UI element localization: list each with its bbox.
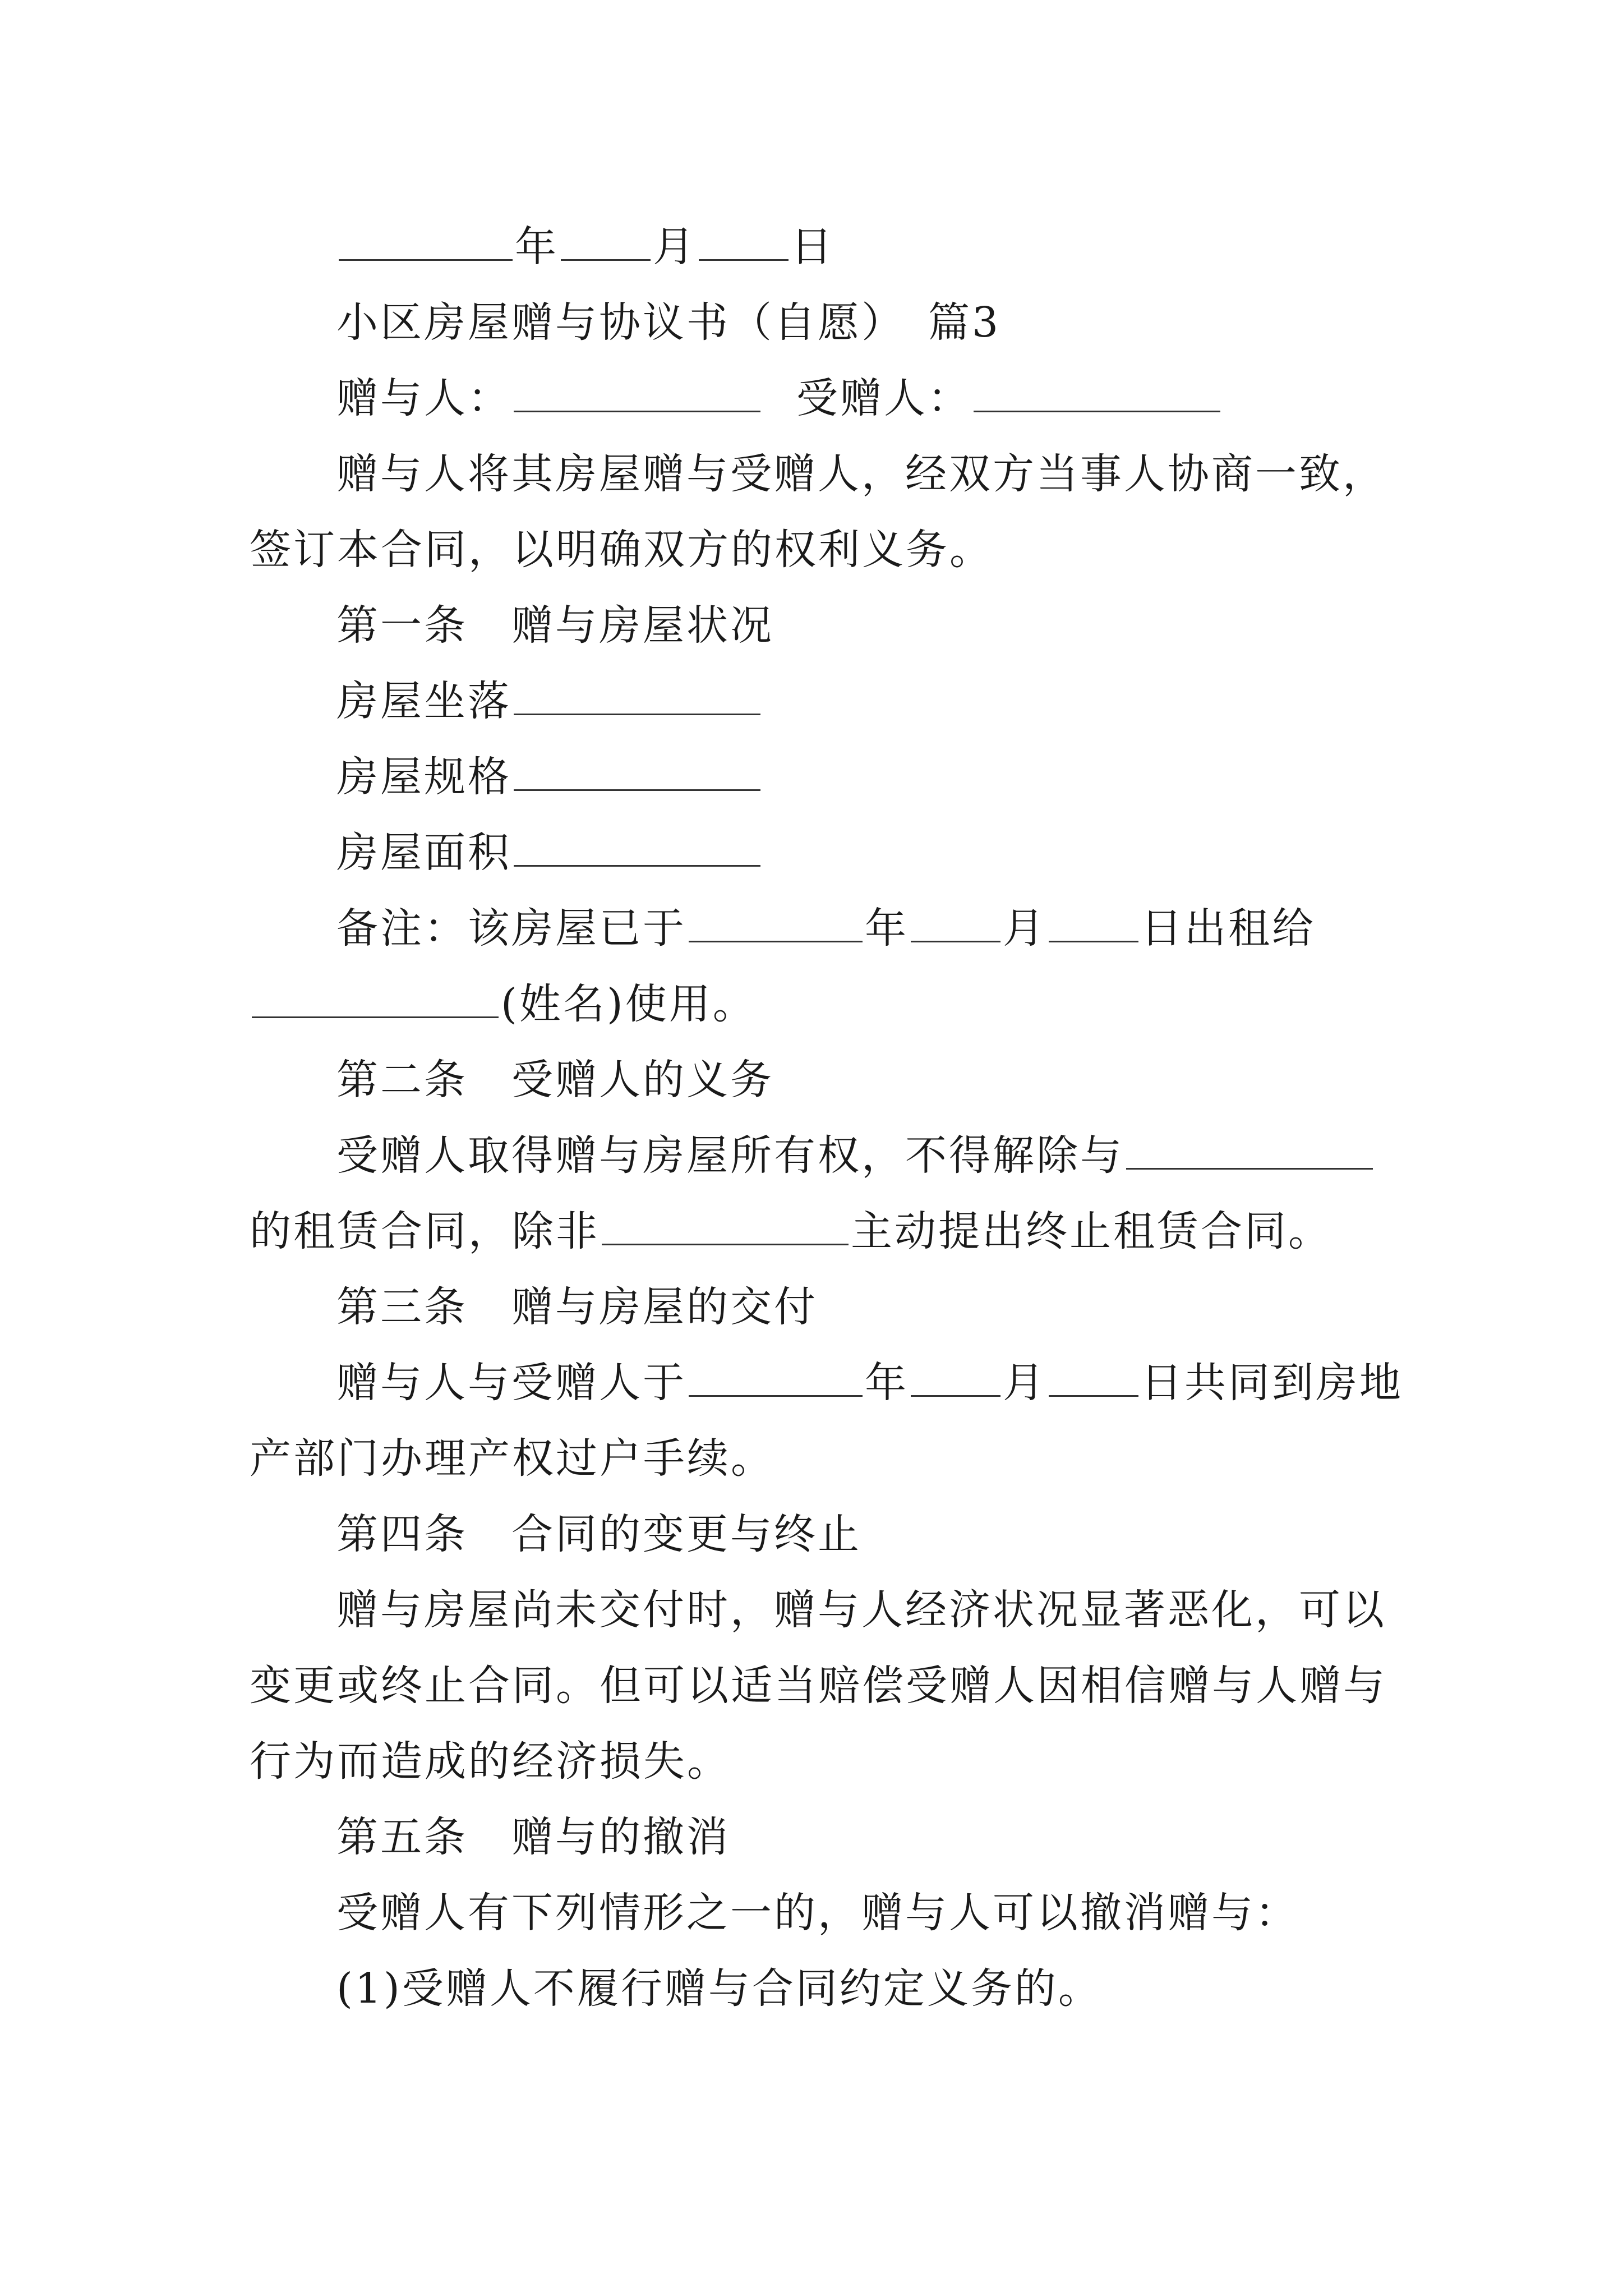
- note-line-2: (姓名)使用。: [250, 976, 1382, 1032]
- parties-line: 赠与人： 受赠人：: [336, 370, 1469, 426]
- article-4-heading: 第四条 合同的变更与终止: [336, 1510, 861, 1558]
- article-5-line-1: 受赠人有下列情形之一的，赠与人可以撤消赠与：: [336, 1889, 1299, 1937]
- article-5-heading: 第五条 赠与的撤消: [336, 1813, 730, 1861]
- year-blank: [339, 223, 513, 261]
- article-4-line-2: 变更或终止合同。但可以适当赔偿受赠人因相信赠与人赠与: [250, 1662, 1387, 1710]
- article-2-line-2: 的租赁合同，除非 主动提出终止租赁合同。: [250, 1207, 1332, 1255]
- article-2-heading: 第二条 受赠人的义务: [336, 1056, 774, 1104]
- location-blank: [514, 678, 760, 715]
- article-3-line-2: 产部门办理产权过户手续。: [250, 1434, 774, 1483]
- house-spec-line: 房屋规格: [336, 749, 1469, 805]
- note-month-blank: [911, 905, 1000, 942]
- article-4-line-3: 行为而造成的经济损失。: [250, 1737, 731, 1786]
- note-line-1: 备注：该房屋已于 年 月 日出租给: [336, 904, 1316, 953]
- house-area-line: 房屋面积: [336, 825, 1469, 881]
- transfer-year-blank: [689, 1359, 863, 1397]
- month-blank: [561, 223, 651, 261]
- transfer-day-blank: [1049, 1359, 1138, 1397]
- date-line: 年 月 日: [336, 219, 1469, 275]
- house-location-line: 房屋坐落: [336, 673, 1469, 729]
- article-3-line-1: 赠与人与受赠人于 年 月 日共同到房地: [336, 1359, 1403, 1407]
- document-title: 小区房屋赠与协议书（自愿） 篇3: [336, 298, 1001, 347]
- donee-blank: [974, 375, 1220, 412]
- transfer-month-blank: [911, 1359, 1000, 1397]
- article-5-item-1: (1)受赠人不履行赠与合同约定义务的。: [336, 1964, 1102, 2013]
- lessee-blank: [602, 1208, 849, 1245]
- tenant-name-blank: [252, 981, 499, 1018]
- donor-blank: [514, 375, 760, 412]
- intro-line-1: 赠与人将其房屋赠与受赠人，经双方当事人协商一致，: [336, 450, 1386, 498]
- tenant-blank: [1126, 1132, 1373, 1170]
- intro-line-2: 签订本合同，以明确双方的权利义务。: [250, 526, 993, 574]
- article-3-heading: 第三条 赠与房屋的交付: [336, 1283, 818, 1331]
- article-4-line-1: 赠与房屋尚未交付时，赠与人经济状况显著恶化，可以: [336, 1586, 1386, 1634]
- day-blank: [699, 223, 789, 261]
- note-day-blank: [1049, 905, 1138, 942]
- note-year-blank: [689, 905, 863, 942]
- article-1-heading: 第一条 赠与房屋状况: [336, 601, 774, 650]
- area-blank: [514, 829, 760, 867]
- spec-blank: [514, 753, 760, 791]
- article-2-line-1: 受赠人取得赠与房屋所有权，不得解除与: [336, 1128, 1469, 1184]
